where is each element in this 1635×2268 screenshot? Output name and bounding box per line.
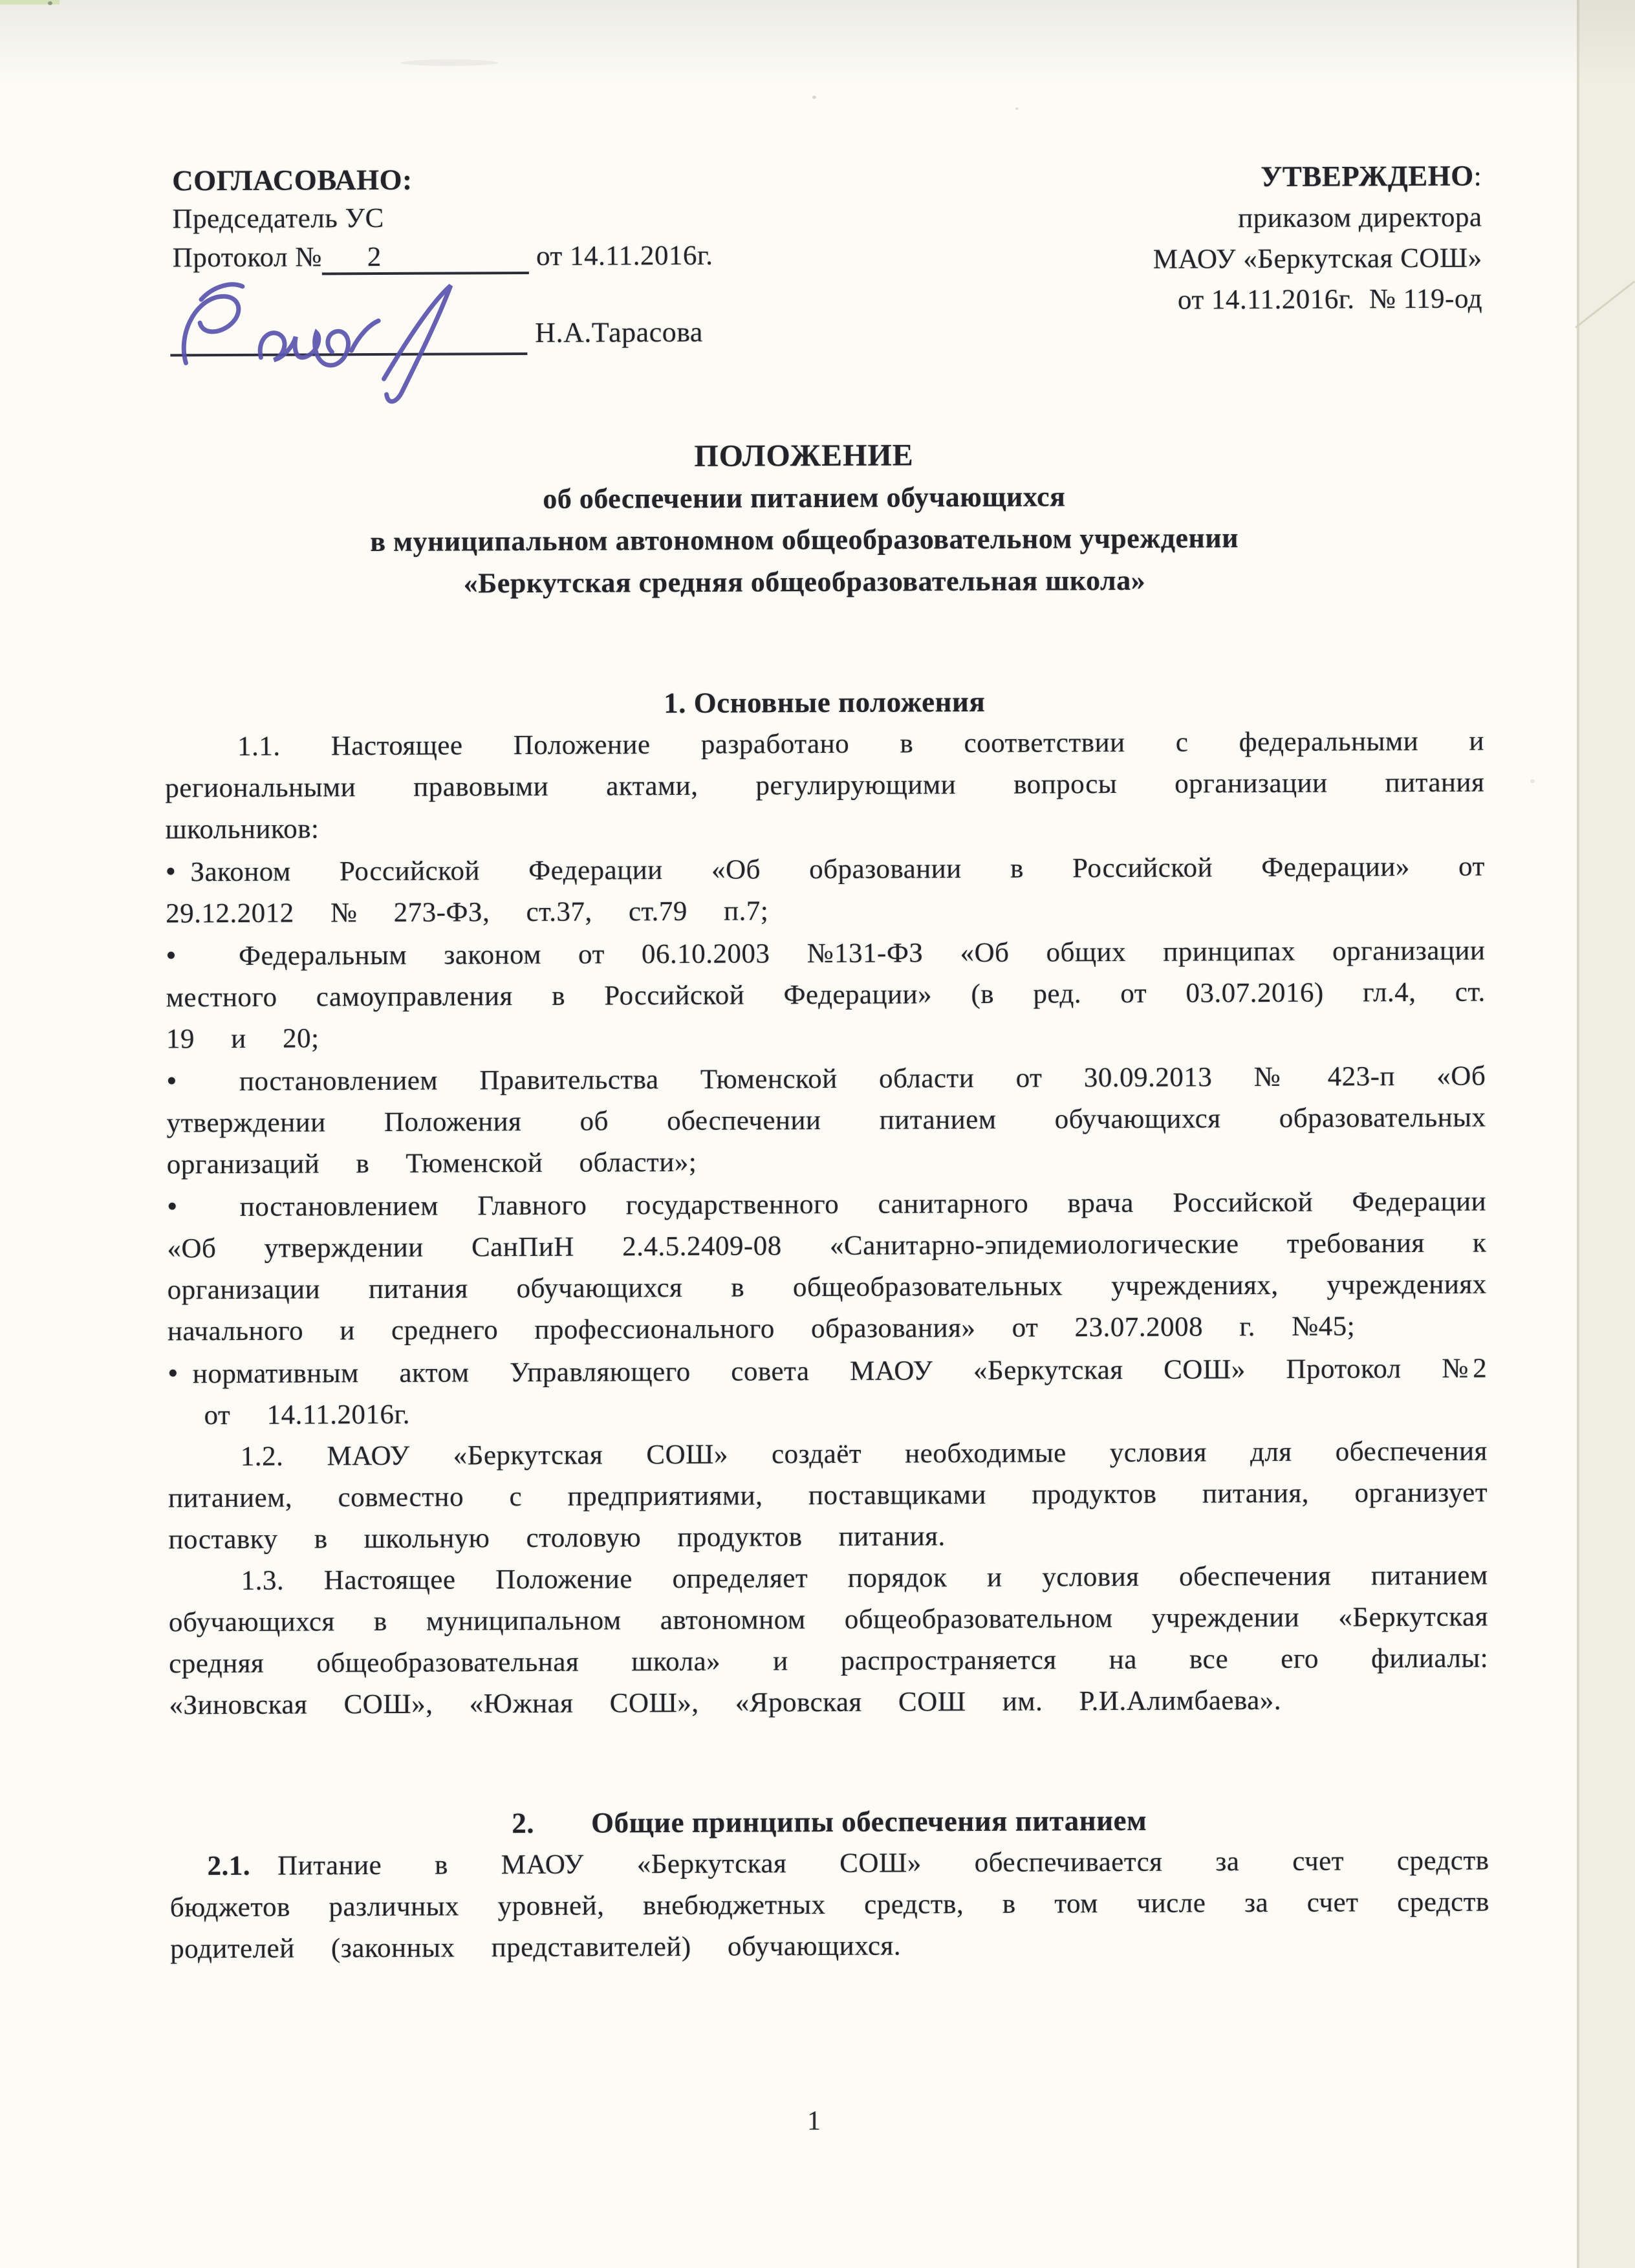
approved-organization: МАОУ «Беркутская СОШ»	[1153, 243, 1482, 275]
document-content	[162, 0, 1489, 1970]
agreed-title: СОГЛАСОВАНО:	[172, 163, 413, 197]
page-number: 1	[807, 2106, 821, 2136]
scanner-speck	[48, 1, 52, 5]
section-2-heading	[169, 1798, 1489, 1846]
agreed-role: Председатель УС	[172, 202, 384, 235]
bullet-text: постановлением Главного государственного санитарного врача Российской Федерации «Об утверждении СанПиН 2.4.5.2409-08 «Санитарно-эпидемиологические требования к организации питания обучающихся в общеобразовательных учреждениях, учреждениях начального и среднего профессионального образования» от 23.07.2008 г. №45;	[167, 1186, 1487, 1347]
paragraph-1-2: 1.2. МАОУ «Беркутская СОШ» создаёт необходимые условия для обеспечения питанием, совместно с предприятиями, поставщиками продуктов питания, организует поставку в школьную столовую продуктов питания.	[168, 1436, 1488, 1555]
bullet-marker: •	[167, 1189, 178, 1223]
document-title	[144, 432, 1464, 606]
agreed-block	[172, 159, 713, 395]
paragraph-1-3: 1.3. Настоящее Положение определяет порядок и условия обеспечения питанием обучающихся в муниципальном автономном общеобразовательном учреждении «Беркутская средняя общеобразовательная школа» и распространяется на все его филиалы: «Зиновская СОШ», «Южная СОШ», «Яровская СОШ им. Р.И.Алимбаева».	[168, 1560, 1489, 1721]
signature-row	[173, 279, 714, 395]
signature-ink-icon	[166, 258, 542, 409]
scanner-background-strip	[1579, 0, 1635, 2268]
bullet-text: Законом Российской Федерации «Об образовании в Российской Федерации» от 29.12.2012 № 273-ФЗ, ст.37, ст.79 п.7;	[166, 851, 1485, 929]
section-1-heading: 1. Основные положения	[664, 685, 986, 720]
approved-title-line	[1153, 156, 1482, 199]
bullet-text: Федеральным законом от 06.10.2003 №131-ФЗ «Об общих принципах организации местного самоуправления в Российской Федерации» (в ред. от 03.07.2016) гл.4, ст. 19 и 20;	[166, 935, 1486, 1055]
scanner-speck	[1530, 779, 1535, 783]
bullet-marker: •	[168, 1356, 179, 1390]
signatory-name: Н.А.Тарасова	[535, 316, 704, 349]
approved-title: УТВЕРЖДЕНО	[1261, 159, 1474, 193]
paragraph-2-1-number: 2.1.	[207, 1850, 251, 1882]
paragraph-2-1-text: Питание в МАОУ «Беркутская СОШ» обеспечивается за счет средств бюджетов различных уровней, внебюджетных средств, в том числе за счет средств родителей (законных представителей) обучающихся.	[169, 1845, 1489, 1965]
bullet-item	[168, 1347, 1488, 1437]
title-line-3: в муниципальном автономном общеобразовательном учреждении	[370, 522, 1239, 558]
approved-date-number: от 14.11.2016г. № 119-од	[1177, 283, 1483, 316]
section-2-title: Общие принципы обеспечения питанием	[590, 1804, 1147, 1839]
bullet-item	[167, 1180, 1487, 1353]
protocol-suffix: от 14.11.2016г.	[528, 240, 713, 272]
paragraph-2-1	[169, 1841, 1489, 1971]
approval-header	[162, 0, 1483, 394]
bullet-marker: •	[166, 938, 177, 972]
bullet-marker: •	[165, 854, 177, 888]
title-line-4: «Беркутская средняя общеобразовательная школа»	[463, 564, 1146, 599]
protocol-number: 2	[367, 241, 382, 273]
approved-colon: :	[1473, 161, 1482, 192]
bullet-marker: •	[166, 1064, 178, 1097]
approved-byline: приказом директора	[1238, 202, 1482, 234]
paper-edge-line	[1577, 0, 1579, 2268]
bullet-text: нормативным актом Управляющего совета МАОУ «Беркутская СОШ» Протокол №2 от 14.11.2016г.	[192, 1353, 1488, 1431]
protocol-prefix: Протокол №	[172, 242, 322, 274]
section-2-number: 2.	[512, 1806, 535, 1840]
bullet-item	[166, 929, 1486, 1061]
paragraph-1-1: 1.1. Настоящее Положение разработано в соответствии с федеральными и региональными правовыми актами, регулирующими вопросы организации питания школьников:	[165, 726, 1485, 845]
bullet-text: постановлением Правительства Тюменской области от 30.09.2013 № 423-п «Об утверждении Положения об обеспечении питанием обучающихся образовательных организаций в Тюменской области»;	[166, 1061, 1486, 1180]
bullet-item	[166, 845, 1486, 935]
title-line-1: ПОЛОЖЕНИЕ	[694, 438, 914, 473]
title-line-2: об обеспечении питанием обучающихся	[543, 481, 1066, 515]
approved-block	[1153, 156, 1482, 391]
bullet-list	[166, 845, 1488, 1437]
bullet-item	[166, 1055, 1486, 1186]
